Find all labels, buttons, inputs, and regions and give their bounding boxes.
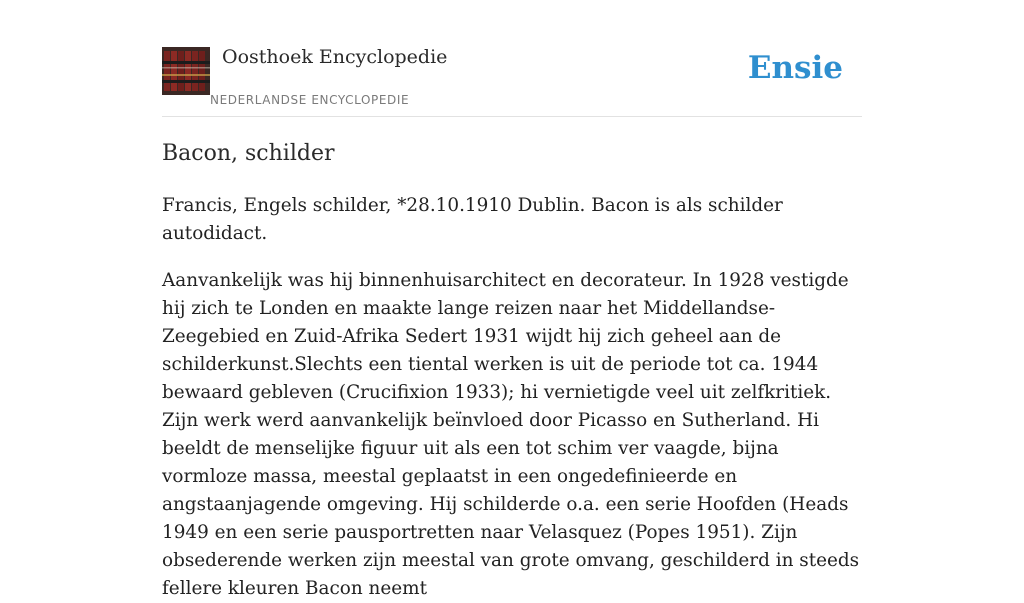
site-subtitle: NEDERLANDSE ENCYCLOPEDIE bbox=[210, 93, 410, 107]
site-header bbox=[162, 40, 862, 117]
encyclopedia-books-icon[interactable] bbox=[162, 47, 210, 95]
article-body: Aanvankelijk was hij binnenhuisarchitect en decorateur. In 1928 vestigde hij zich te Londen en maakte lange reizen naar het Middellandse-Zeegebied en Zuid-Afrika Sedert 1931 wijdt hij zich geheel aan de schilderkunst.Slechts een tiental werken is uit de periode tot ca. 1944 bewaard gebleven (Crucifixion 1933); hi vernietigde veel uit zelfkritiek. Zijn werk werd aanvankelijk beïnvloed door Picasso en Sutherland. Hi beeldt de menselijke figuur uit als een tot schim ver vaagde, bijna vormloze massa, meestal geplaatst in een ongedefinieerde en angstaanjagende omgeving. Hij schilderde o.a. een serie Hoofden (Heads 1949 en een serie pausportretten naar Velasquez (Popes 1951). Zijn obsederende werken zijn meestal van grote omvang, geschilderd in steeds fellere kleuren Bacon neemt bbox=[162, 270, 860, 599]
brand-logo-link[interactable]: Ensie bbox=[747, 50, 843, 86]
site-title[interactable]: Oosthoek Encyclopedie bbox=[222, 46, 448, 68]
article-intro: Francis, Engels schilder, *28.10.1910 Dublin. Bacon is als schilder autodidact. bbox=[162, 195, 783, 244]
article-content bbox=[162, 140, 864, 603]
article-title: Bacon, schilder bbox=[162, 141, 335, 166]
